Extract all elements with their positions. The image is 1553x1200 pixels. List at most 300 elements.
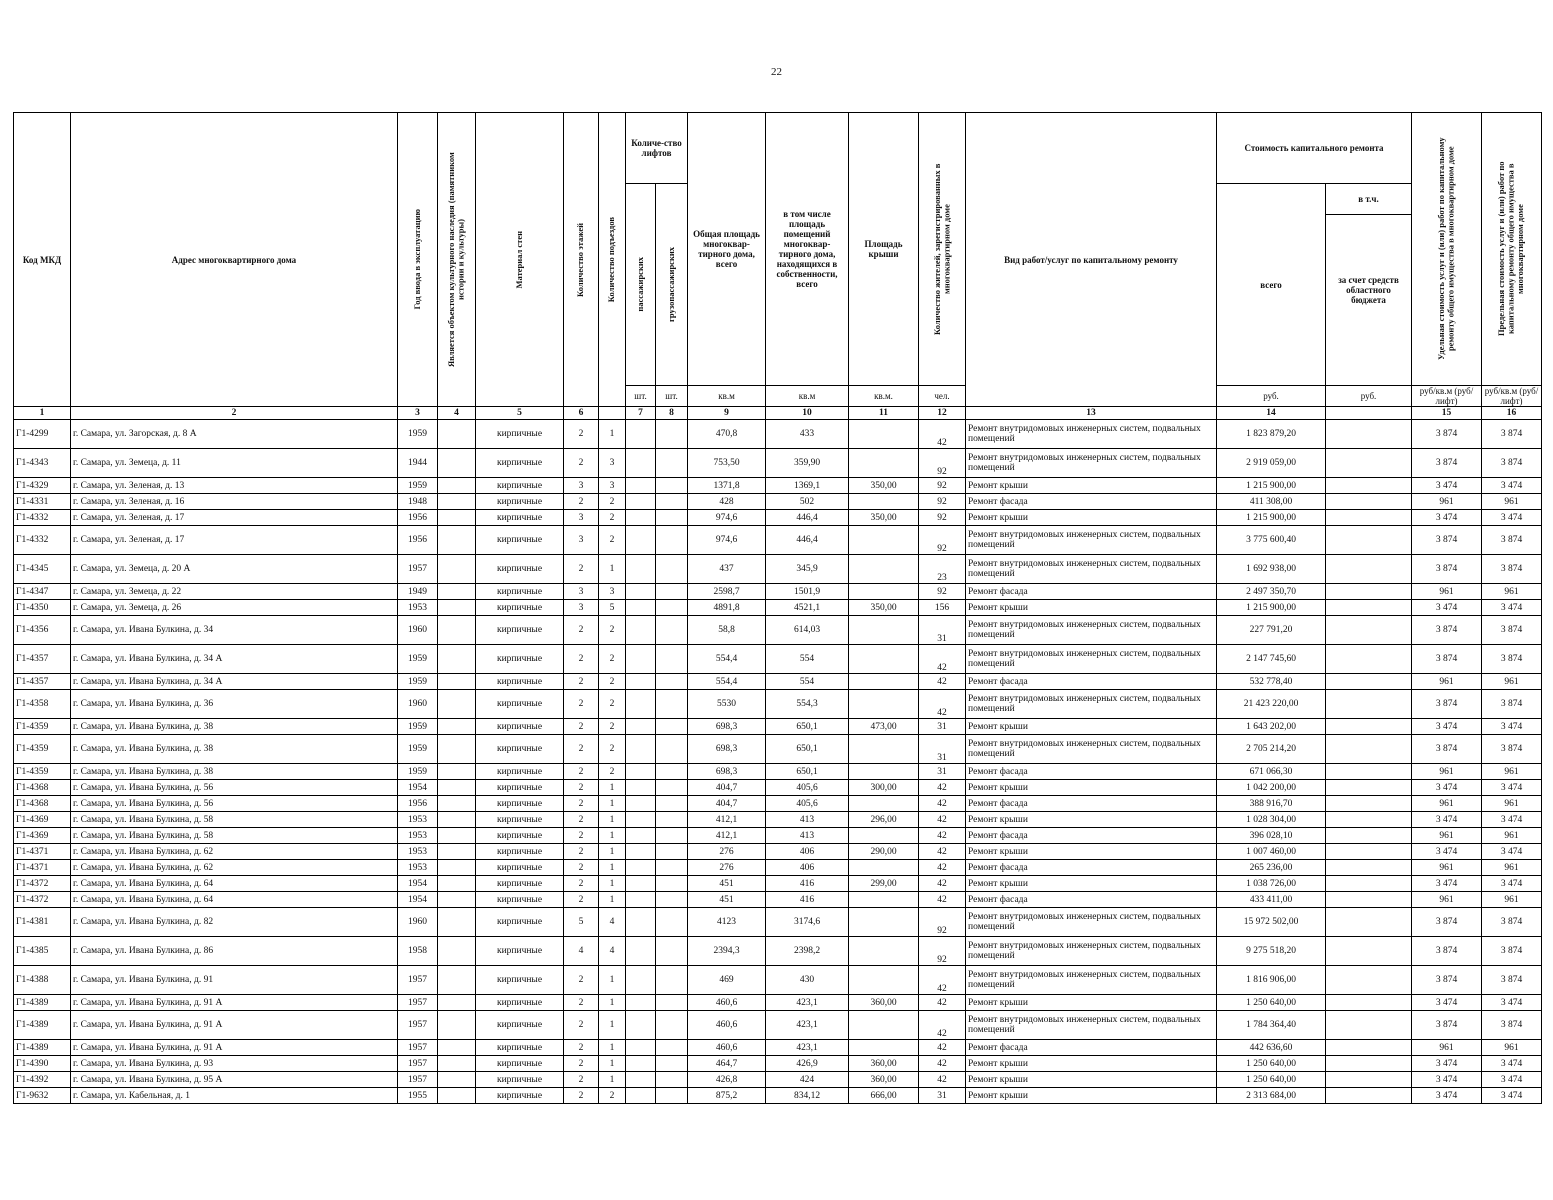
cell-total-area: 974,6	[688, 510, 766, 526]
unit-owned-area: кв.м	[766, 386, 849, 407]
header-entrances: Количество подъездов	[606, 216, 617, 303]
cell-owned-area: 405,6	[766, 796, 849, 812]
cell-cost-regional	[1326, 1011, 1412, 1040]
cell-lifts-cargo	[656, 420, 688, 449]
table-row	[14, 719, 1542, 735]
cell-owned-area: 423,1	[766, 1011, 849, 1040]
cell-heritage	[438, 478, 476, 494]
cell-material: кирпичные	[476, 812, 564, 828]
header-lifts: Количе-ство лифтов	[626, 113, 688, 184]
cell-lifts-passenger	[626, 812, 656, 828]
page-number: 22	[771, 66, 782, 78]
cell-heritage	[438, 735, 476, 764]
cell-year: 1953	[398, 828, 438, 844]
cell-entrances: 2	[599, 735, 626, 764]
cell-specific-cost: 3 474	[1412, 995, 1482, 1011]
table-row	[14, 420, 1542, 449]
cell-roof-area: 360,00	[849, 995, 919, 1011]
cell-owned-area: 446,4	[766, 510, 849, 526]
cell-owned-area: 554	[766, 645, 849, 674]
cell-total-area: 276	[688, 860, 766, 876]
cell-lifts-cargo	[656, 645, 688, 674]
header-address: Адрес многоквартирного дома	[71, 113, 398, 407]
cell-cost-total: 9 275 518,20	[1217, 937, 1326, 966]
cell-cost-regional	[1326, 494, 1412, 510]
cell-lifts-passenger	[626, 780, 656, 796]
cell-code: Г1-4359	[14, 719, 71, 735]
cell-lifts-passenger	[626, 510, 656, 526]
cell-owned-area: 3174,6	[766, 908, 849, 937]
cell-code: Г1-9632	[14, 1088, 71, 1104]
cell-heritage	[438, 844, 476, 860]
cell-residents: 42	[919, 796, 966, 812]
cell-max-cost: 961	[1482, 764, 1542, 780]
cell-residents: 42	[919, 674, 966, 690]
cell-material: кирпичные	[476, 860, 564, 876]
cell-heritage	[438, 860, 476, 876]
cell-material: кирпичные	[476, 674, 564, 690]
cell-lifts-cargo	[656, 616, 688, 645]
cell-total-area: 875,2	[688, 1088, 766, 1104]
cell-total-area: 451	[688, 892, 766, 908]
cell-lifts-passenger	[626, 1056, 656, 1072]
cell-heritage	[438, 876, 476, 892]
cell-owned-area: 406	[766, 860, 849, 876]
cell-code: Г1-4331	[14, 494, 71, 510]
unit-total-area: кв.м	[688, 386, 766, 407]
cell-work-type: Ремонт внутридомовых инженерных систем, подвальных помещений	[966, 735, 1217, 764]
cell-year: 1959	[398, 719, 438, 735]
cell-max-cost: 961	[1482, 1040, 1542, 1056]
unit-cost-total: руб.	[1217, 386, 1326, 407]
cell-work-type: Ремонт фасада	[966, 828, 1217, 844]
cell-entrances: 4	[599, 908, 626, 937]
cell-owned-area: 650,1	[766, 764, 849, 780]
cell-residents: 156	[919, 600, 966, 616]
cell-roof-area	[849, 526, 919, 555]
cell-entrances: 2	[599, 645, 626, 674]
cell-roof-area: 290,00	[849, 844, 919, 860]
cell-work-type: Ремонт внутридомовых инженерных систем, подвальных помещений	[966, 555, 1217, 584]
cell-floors: 2	[564, 1072, 599, 1088]
cell-total-area: 460,6	[688, 1040, 766, 1056]
cell-material: кирпичные	[476, 449, 564, 478]
cell-cost-total: 1 643 202,00	[1217, 719, 1326, 735]
cell-cost-regional	[1326, 510, 1412, 526]
cell-entrances: 1	[599, 1056, 626, 1072]
cell-address: г. Самара, ул. Ивана Булкина, д. 58	[71, 828, 398, 844]
cell-total-area: 753,50	[688, 449, 766, 478]
cell-code: Г1-4389	[14, 995, 71, 1011]
cell-address: г. Самара, ул. Зеленая, д. 17	[71, 510, 398, 526]
cell-specific-cost: 3 874	[1412, 420, 1482, 449]
cell-max-cost: 3 874	[1482, 937, 1542, 966]
cell-floors: 2	[564, 555, 599, 584]
cell-cost-total: 3 775 600,40	[1217, 526, 1326, 555]
cell-specific-cost: 3 874	[1412, 645, 1482, 674]
cell-residents: 42	[919, 844, 966, 860]
unit-specific-cost: руб/кв.м (руб/лифт)	[1412, 386, 1482, 407]
cell-cost-total: 396 028,10	[1217, 828, 1326, 844]
cell-year: 1959	[398, 478, 438, 494]
cell-cost-regional	[1326, 719, 1412, 735]
cell-heritage	[438, 420, 476, 449]
header-work-type: Вид работ/услуг по капитальному ремонту	[966, 113, 1217, 407]
cell-code: Г1-4332	[14, 510, 71, 526]
cell-entrances: 1	[599, 1011, 626, 1040]
cell-cost-total: 671 066,30	[1217, 764, 1326, 780]
cell-code: Г1-4369	[14, 828, 71, 844]
cell-roof-area: 666,00	[849, 1088, 919, 1104]
cell-lifts-passenger	[626, 1088, 656, 1104]
cell-roof-area	[849, 892, 919, 908]
cell-entrances: 3	[599, 584, 626, 600]
cell-lifts-passenger	[626, 719, 656, 735]
cell-cost-total: 1 042 200,00	[1217, 780, 1326, 796]
cell-cost-total: 1 028 304,00	[1217, 812, 1326, 828]
header-floors: Количество этажей	[575, 222, 586, 297]
cell-work-type: Ремонт крыши	[966, 812, 1217, 828]
cell-total-area: 426,8	[688, 1072, 766, 1088]
cell-year: 1949	[398, 584, 438, 600]
cell-cost-regional	[1326, 645, 1412, 674]
cell-owned-area: 405,6	[766, 780, 849, 796]
cell-work-type: Ремонт фасада	[966, 1040, 1217, 1056]
cell-work-type: Ремонт внутридомовых инженерных систем, подвальных помещений	[966, 1011, 1217, 1040]
cell-address: г. Самара, ул. Ивана Булкина, д. 82	[71, 908, 398, 937]
column-number: 7	[626, 407, 656, 420]
column-number: 14	[1217, 407, 1326, 420]
cell-cost-total: 21 423 220,00	[1217, 690, 1326, 719]
cell-residents: 42	[919, 645, 966, 674]
cell-entrances: 1	[599, 892, 626, 908]
table-row	[14, 937, 1542, 966]
cell-owned-area: 413	[766, 828, 849, 844]
cell-max-cost: 961	[1482, 892, 1542, 908]
cell-year: 1956	[398, 526, 438, 555]
cell-code: Г1-4350	[14, 600, 71, 616]
cell-heritage	[438, 555, 476, 584]
cell-year: 1959	[398, 645, 438, 674]
cell-address: г. Самара, ул. Ивана Булкина, д. 62	[71, 860, 398, 876]
cell-entrances: 5	[599, 600, 626, 616]
cell-entrances: 1	[599, 844, 626, 860]
cell-cost-regional	[1326, 555, 1412, 584]
table-row	[14, 510, 1542, 526]
cell-total-area: 404,7	[688, 796, 766, 812]
table-row	[14, 828, 1542, 844]
cell-entrances: 1	[599, 876, 626, 892]
cell-floors: 4	[564, 937, 599, 966]
cell-material: кирпичные	[476, 616, 564, 645]
cell-code: Г1-4372	[14, 876, 71, 892]
cell-lifts-passenger	[626, 1040, 656, 1056]
cell-max-cost: 961	[1482, 828, 1542, 844]
header-cost: Стоимость капитального ремонта	[1217, 113, 1412, 184]
cell-material: кирпичные	[476, 844, 564, 860]
cell-residents: 92	[919, 478, 966, 494]
cell-lifts-cargo	[656, 966, 688, 995]
cell-lifts-cargo	[656, 1040, 688, 1056]
column-number: 12	[919, 407, 966, 420]
cell-cost-regional	[1326, 908, 1412, 937]
cell-specific-cost: 3 474	[1412, 780, 1482, 796]
cell-owned-area: 416	[766, 892, 849, 908]
cell-heritage	[438, 780, 476, 796]
cell-address: г. Самара, ул. Ивана Булкина, д. 56	[71, 780, 398, 796]
cell-floors: 2	[564, 1011, 599, 1040]
cell-code: Г1-4329	[14, 478, 71, 494]
cell-lifts-passenger	[626, 828, 656, 844]
cell-lifts-passenger	[626, 449, 656, 478]
cell-cost-regional	[1326, 449, 1412, 478]
cell-lifts-passenger	[626, 764, 656, 780]
cell-code: Г1-4358	[14, 690, 71, 719]
cell-max-cost: 3 874	[1482, 908, 1542, 937]
cell-max-cost: 3 874	[1482, 555, 1542, 584]
cell-floors: 2	[564, 812, 599, 828]
cell-heritage	[438, 937, 476, 966]
cell-floors: 2	[564, 645, 599, 674]
cell-total-area: 404,7	[688, 780, 766, 796]
cell-material: кирпичные	[476, 937, 564, 966]
header-year: Год ввода в эксплуатацию	[411, 209, 422, 310]
cell-lifts-passenger	[626, 494, 656, 510]
cell-cost-total: 2 147 745,60	[1217, 645, 1326, 674]
cell-cost-total: 15 972 502,00	[1217, 908, 1326, 937]
cell-specific-cost: 3 474	[1412, 600, 1482, 616]
cell-code: Г1-4299	[14, 420, 71, 449]
header-lifts-passenger: пассажирских	[634, 257, 645, 312]
cell-work-type: Ремонт внутридомовых инженерных систем, подвальных помещений	[966, 526, 1217, 555]
cell-year: 1957	[398, 555, 438, 584]
cell-lifts-cargo	[656, 1088, 688, 1104]
cell-lifts-cargo	[656, 908, 688, 937]
unit-roof-area: кв.м.	[849, 386, 919, 407]
cell-material: кирпичные	[476, 526, 564, 555]
cell-cost-regional	[1326, 674, 1412, 690]
cell-address: г. Самара, ул. Земеца, д. 11	[71, 449, 398, 478]
cell-residents: 42	[919, 1072, 966, 1088]
cell-entrances: 2	[599, 1088, 626, 1104]
cell-lifts-cargo	[656, 876, 688, 892]
table-row	[14, 1088, 1542, 1104]
cell-floors: 2	[564, 876, 599, 892]
cell-entrances: 1	[599, 860, 626, 876]
cell-owned-area: 416	[766, 876, 849, 892]
cell-year: 1954	[398, 892, 438, 908]
cell-residents: 42	[919, 966, 966, 995]
cell-year: 1958	[398, 937, 438, 966]
cell-max-cost: 3 874	[1482, 449, 1542, 478]
cell-max-cost: 3 474	[1482, 1056, 1542, 1072]
table-row	[14, 449, 1542, 478]
cell-entrances: 1	[599, 995, 626, 1011]
cell-address: г. Самара, ул. Кабельная, д. 1	[71, 1088, 398, 1104]
table-row	[14, 764, 1542, 780]
cell-floors: 2	[564, 892, 599, 908]
cell-specific-cost: 3 474	[1412, 1072, 1482, 1088]
cell-year: 1959	[398, 764, 438, 780]
cell-floors: 2	[564, 449, 599, 478]
cell-max-cost: 3 474	[1482, 1088, 1542, 1104]
cell-owned-area: 4521,1	[766, 600, 849, 616]
cell-lifts-passenger	[626, 1011, 656, 1040]
cell-material: кирпичные	[476, 690, 564, 719]
cell-specific-cost: 961	[1412, 796, 1482, 812]
cell-roof-area	[849, 860, 919, 876]
cell-entrances: 2	[599, 510, 626, 526]
cell-lifts-cargo	[656, 449, 688, 478]
cell-specific-cost: 3 474	[1412, 478, 1482, 494]
cell-cost-regional	[1326, 616, 1412, 645]
cell-entrances: 1	[599, 812, 626, 828]
cell-lifts-passenger	[626, 844, 656, 860]
cell-year: 1957	[398, 1072, 438, 1088]
cell-residents: 31	[919, 616, 966, 645]
cell-lifts-cargo	[656, 735, 688, 764]
cell-lifts-cargo	[656, 555, 688, 584]
cell-total-area: 4891,8	[688, 600, 766, 616]
cell-lifts-passenger	[626, 555, 656, 584]
cell-roof-area	[849, 828, 919, 844]
cell-max-cost: 3 474	[1482, 812, 1542, 828]
cell-work-type: Ремонт внутридомовых инженерных систем, подвальных помещений	[966, 616, 1217, 645]
cell-roof-area: 350,00	[849, 478, 919, 494]
cell-total-area: 469	[688, 966, 766, 995]
cell-address: г. Самара, ул. Ивана Булкина, д. 34 А	[71, 645, 398, 674]
cell-lifts-cargo	[656, 937, 688, 966]
cell-work-type: Ремонт внутридомовых инженерных систем, подвальных помещений	[966, 690, 1217, 719]
cell-heritage	[438, 995, 476, 1011]
cell-owned-area: 424	[766, 1072, 849, 1088]
cell-specific-cost: 3 474	[1412, 844, 1482, 860]
header-specific-cost: Удельная стоимость услуг и (или) работ по капитальному ремонту общего имущества в многоквартирном доме	[1436, 137, 1456, 361]
cell-total-area: 58,8	[688, 616, 766, 645]
cell-year: 1959	[398, 735, 438, 764]
cell-material: кирпичные	[476, 555, 564, 584]
cell-cost-total: 1 250 640,00	[1217, 1056, 1326, 1072]
cell-material: кирпичные	[476, 1088, 564, 1104]
column-number: 13	[966, 407, 1217, 420]
cell-total-area: 698,3	[688, 735, 766, 764]
cell-address: г. Самара, ул. Ивана Булкина, д. 38	[71, 719, 398, 735]
cell-entrances: 3	[599, 449, 626, 478]
cell-max-cost: 3 874	[1482, 690, 1542, 719]
cell-roof-area	[849, 764, 919, 780]
header-code: Код МКД	[14, 113, 71, 407]
cell-heritage	[438, 494, 476, 510]
cell-cost-regional	[1326, 995, 1412, 1011]
table-row	[14, 995, 1542, 1011]
cell-material: кирпичные	[476, 966, 564, 995]
cell-floors: 2	[564, 966, 599, 995]
cell-entrances: 2	[599, 674, 626, 690]
cell-total-area: 974,6	[688, 526, 766, 555]
cell-work-type: Ремонт внутридомовых инженерных систем, подвальных помещений	[966, 966, 1217, 995]
cell-floors: 5	[564, 908, 599, 937]
table-row	[14, 478, 1542, 494]
cell-work-type: Ремонт крыши	[966, 1056, 1217, 1072]
cell-lifts-cargo	[656, 526, 688, 555]
cell-max-cost: 3 874	[1482, 420, 1542, 449]
cell-material: кирпичные	[476, 995, 564, 1011]
column-number: 11	[849, 407, 919, 420]
cell-material: кирпичные	[476, 780, 564, 796]
cell-cost-regional	[1326, 526, 1412, 555]
cell-address: г. Самара, ул. Зеленая, д. 13	[71, 478, 398, 494]
cell-lifts-passenger	[626, 420, 656, 449]
cell-cost-regional	[1326, 780, 1412, 796]
cell-lifts-cargo	[656, 812, 688, 828]
cell-work-type: Ремонт крыши	[966, 600, 1217, 616]
column-number: 9	[688, 407, 766, 420]
cell-owned-area: 614,03	[766, 616, 849, 645]
cell-owned-area: 423,1	[766, 1040, 849, 1056]
cell-year: 1955	[398, 1088, 438, 1104]
cell-floors: 3	[564, 600, 599, 616]
cell-year: 1953	[398, 812, 438, 828]
cell-code: Г1-4343	[14, 449, 71, 478]
cell-material: кирпичные	[476, 892, 564, 908]
cell-max-cost: 961	[1482, 860, 1542, 876]
column-number: 3	[398, 407, 438, 420]
cell-heritage	[438, 674, 476, 690]
cell-residents: 92	[919, 494, 966, 510]
cell-lifts-passenger	[626, 860, 656, 876]
cell-roof-area	[849, 645, 919, 674]
cell-max-cost: 961	[1482, 796, 1542, 812]
cell-cost-regional	[1326, 420, 1412, 449]
cell-heritage	[438, 600, 476, 616]
cell-max-cost: 3 474	[1482, 876, 1542, 892]
cell-roof-area	[849, 674, 919, 690]
cell-lifts-passenger	[626, 616, 656, 645]
table-row	[14, 892, 1542, 908]
table-row	[14, 908, 1542, 937]
cell-lifts-cargo	[656, 600, 688, 616]
cell-code: Г1-4371	[14, 860, 71, 876]
cell-owned-area: 1369,1	[766, 478, 849, 494]
cell-address: г. Самара, ул. Ивана Булкина, д. 38	[71, 735, 398, 764]
cell-roof-area: 300,00	[849, 780, 919, 796]
cell-floors: 2	[564, 420, 599, 449]
cell-residents: 31	[919, 719, 966, 735]
cell-material: кирпичные	[476, 1011, 564, 1040]
cell-lifts-cargo	[656, 892, 688, 908]
cell-lifts-passenger	[626, 995, 656, 1011]
cell-residents: 42	[919, 690, 966, 719]
cell-heritage	[438, 812, 476, 828]
cell-code: Г1-4389	[14, 1011, 71, 1040]
cell-code: Г1-4389	[14, 1040, 71, 1056]
cell-owned-area: 430	[766, 966, 849, 995]
cell-cost-regional	[1326, 812, 1412, 828]
cell-entrances: 2	[599, 764, 626, 780]
cell-lifts-passenger	[626, 645, 656, 674]
cell-heritage	[438, 645, 476, 674]
table-body	[14, 420, 1542, 1104]
cell-year: 1953	[398, 600, 438, 616]
cell-address: г. Самара, ул. Ивана Булкина, д. 91 А	[71, 995, 398, 1011]
cell-roof-area	[849, 796, 919, 812]
cell-heritage	[438, 764, 476, 780]
table-row	[14, 860, 1542, 876]
cell-entrances: 1	[599, 1072, 626, 1088]
cell-material: кирпичные	[476, 719, 564, 735]
cell-floors: 3	[564, 526, 599, 555]
cell-year: 1957	[398, 995, 438, 1011]
